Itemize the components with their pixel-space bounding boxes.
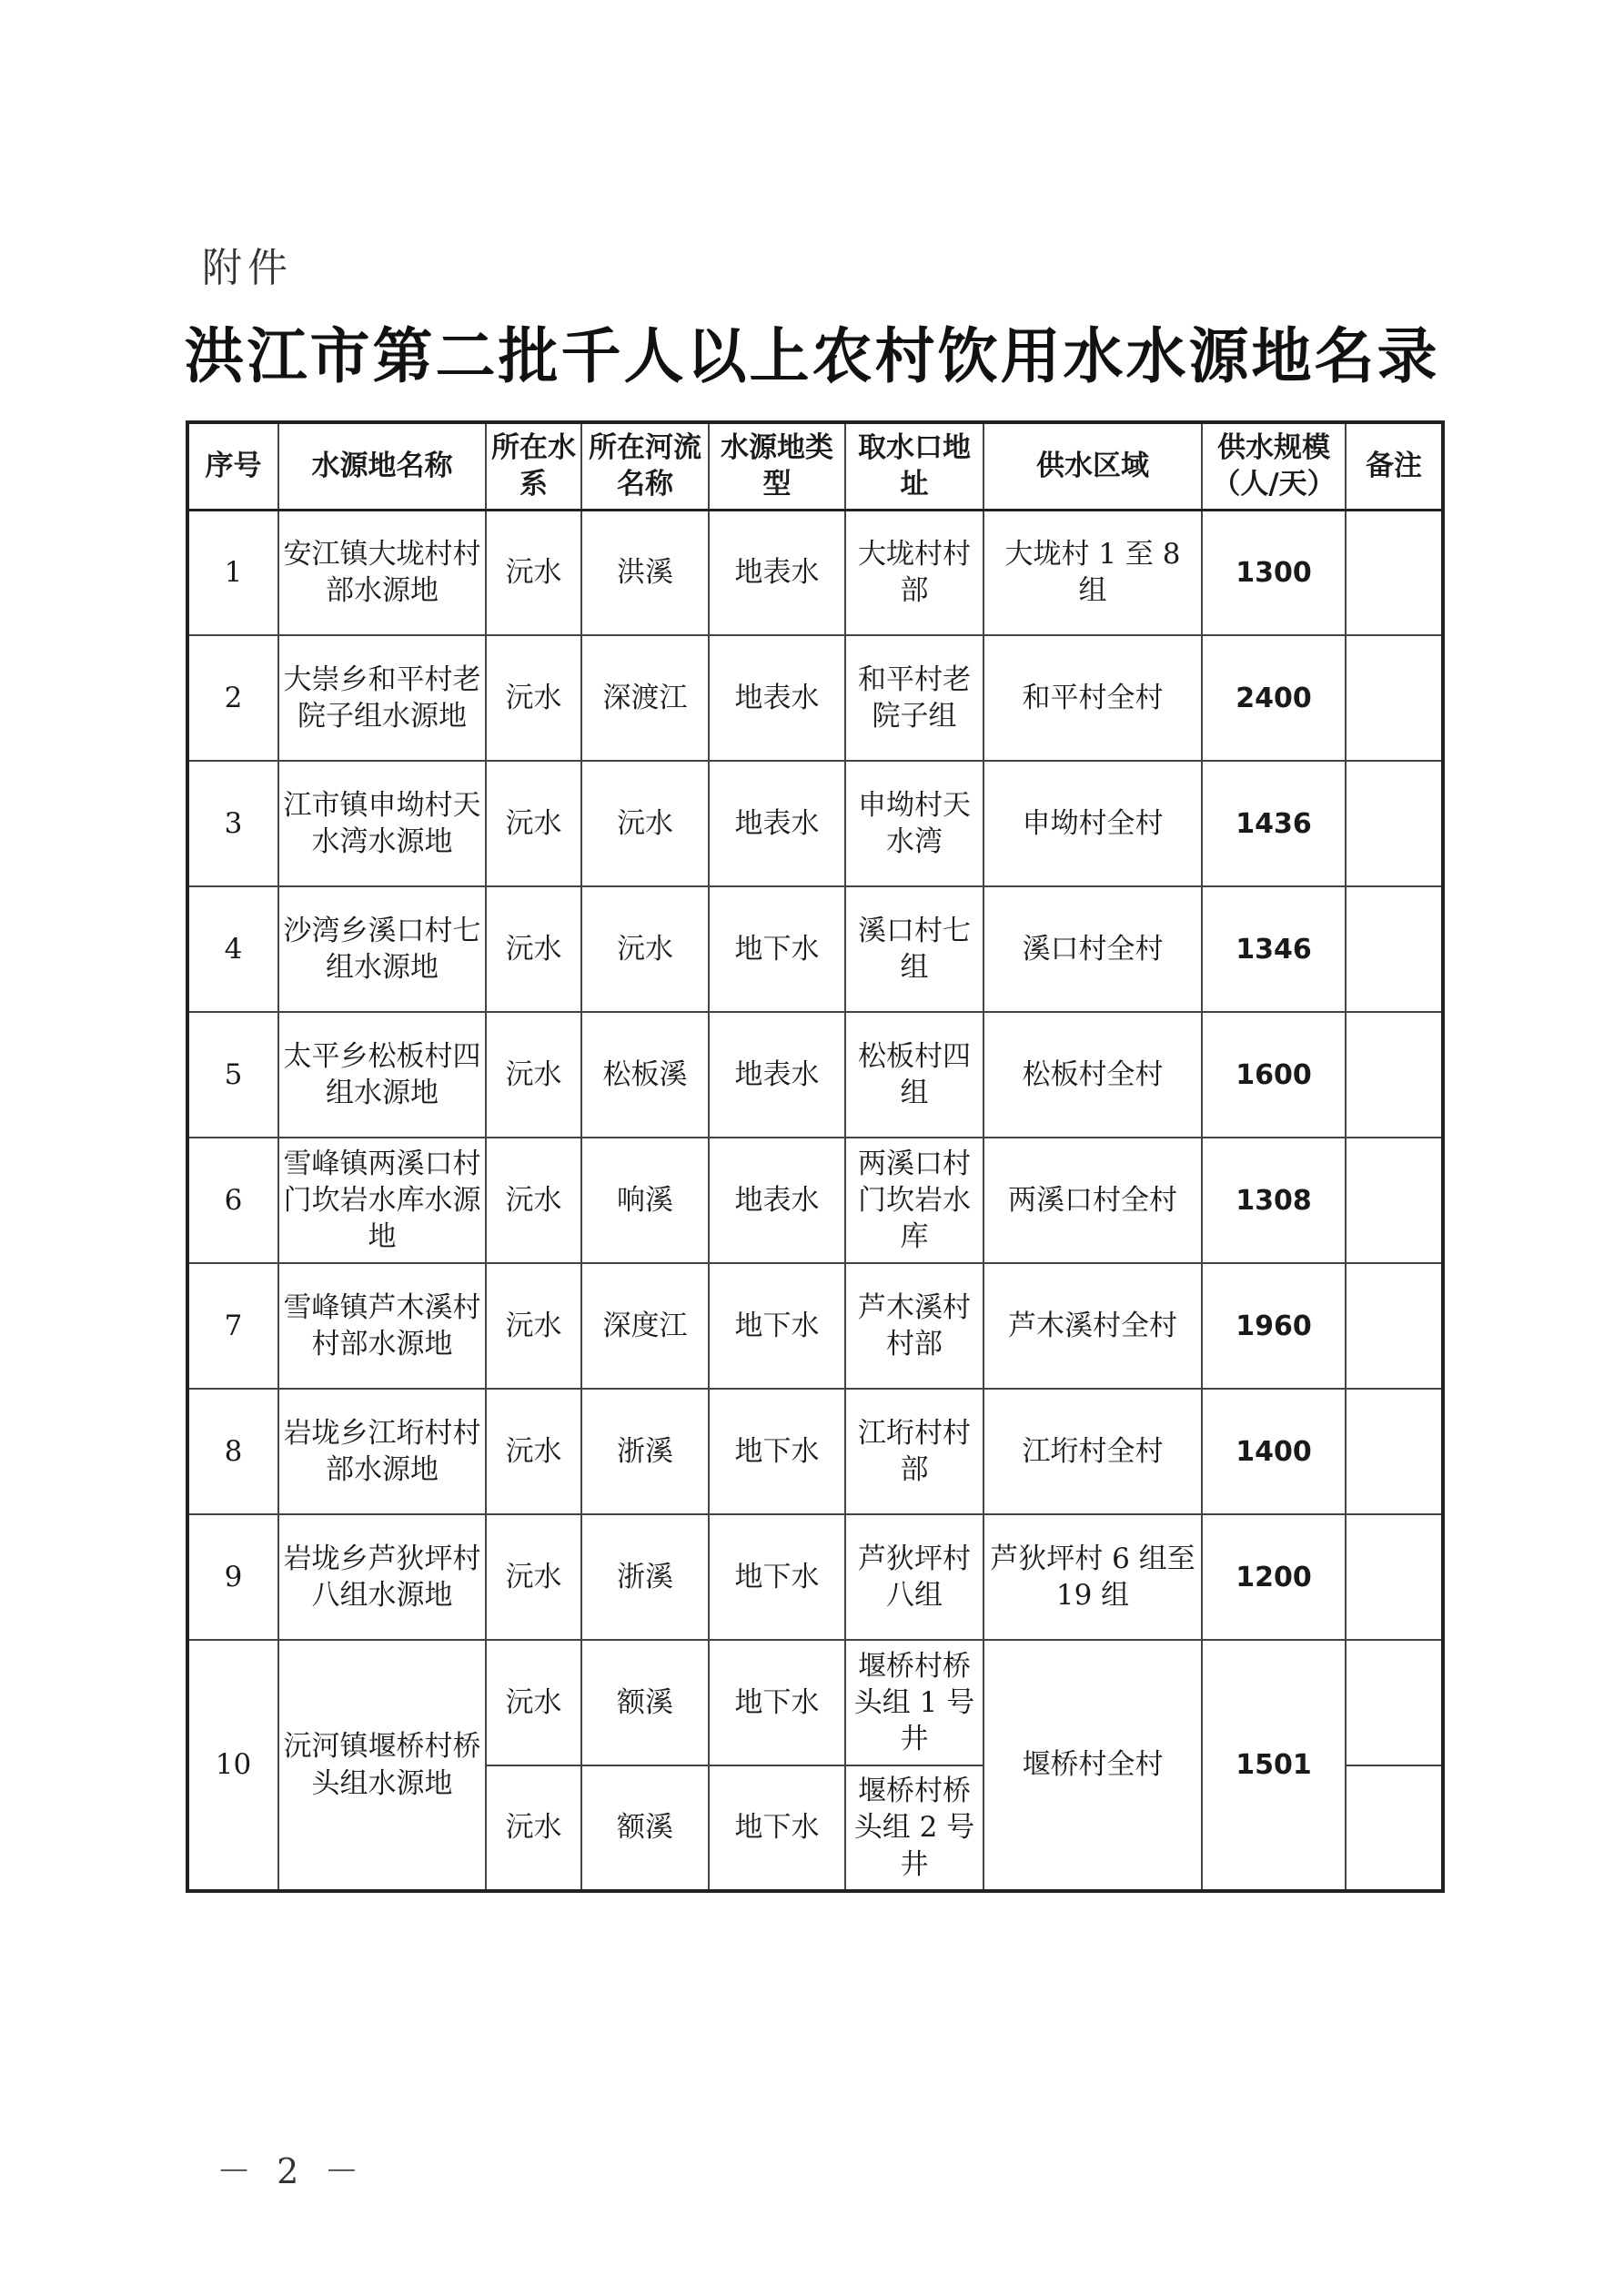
cell-area: 芦木溪村全村 xyxy=(983,1263,1202,1389)
table-row xyxy=(187,510,1443,635)
cell-system: 沅水 xyxy=(486,1389,581,1514)
table-header-row xyxy=(187,422,1443,510)
cell-system: 沅水 xyxy=(486,1765,581,1891)
cell-system: 沅水 xyxy=(486,1514,581,1640)
attachment-label: 附件 xyxy=(202,245,293,291)
table-row xyxy=(187,761,1443,886)
cell-river: 深度江 xyxy=(581,1263,709,1389)
cell-remark xyxy=(1346,635,1443,761)
cell-system: 沅水 xyxy=(486,761,581,886)
cell-system: 沅水 xyxy=(486,510,581,635)
cell-name: 沅河镇堰桥村桥头组水源地 xyxy=(278,1640,486,1891)
cell-intake: 松板村四组 xyxy=(845,1012,983,1138)
cell-intake: 江垳村村部 xyxy=(845,1389,983,1514)
cell-river: 浙溪 xyxy=(581,1514,709,1640)
cell-remark xyxy=(1346,1389,1443,1514)
cell-area: 申坳村全村 xyxy=(983,761,1202,886)
cell-system: 沅水 xyxy=(486,1263,581,1389)
cell-no: 8 xyxy=(187,1389,278,1514)
cell-area: 和平村全村 xyxy=(983,635,1202,761)
cell-type: 地表水 xyxy=(709,1012,845,1138)
header-river: 所在河流名称 xyxy=(581,422,709,510)
cell-scale: 1600 xyxy=(1202,1012,1346,1138)
cell-system: 沅水 xyxy=(486,886,581,1012)
cell-remark xyxy=(1346,1138,1443,1263)
cell-area: 江垳村全村 xyxy=(983,1389,1202,1514)
cell-river: 松板溪 xyxy=(581,1012,709,1138)
cell-name: 雪峰镇芦木溪村村部水源地 xyxy=(278,1263,486,1389)
water-source-table xyxy=(186,420,1445,1893)
cell-river: 沅水 xyxy=(581,761,709,886)
cell-system: 沅水 xyxy=(486,635,581,761)
cell-name: 安江镇大垅村村部水源地 xyxy=(278,510,486,635)
cell-scale: 2400 xyxy=(1202,635,1346,761)
table-row xyxy=(187,1514,1443,1640)
cell-type: 地表水 xyxy=(709,761,845,886)
cell-no: 3 xyxy=(187,761,278,886)
cell-scale: 1200 xyxy=(1202,1514,1346,1640)
header-type: 水源地类型 xyxy=(709,422,845,510)
table-row xyxy=(187,1263,1443,1389)
page-number: － 2 － xyxy=(217,2151,367,2191)
cell-type: 地下水 xyxy=(709,1263,845,1389)
cell-type: 地下水 xyxy=(709,1389,845,1514)
cell-intake: 大垅村村部 xyxy=(845,510,983,635)
table-row xyxy=(187,635,1443,761)
cell-intake: 和平村老院子组 xyxy=(845,635,983,761)
cell-system: 沅水 xyxy=(486,1138,581,1263)
cell-no: 6 xyxy=(187,1138,278,1263)
header-remark: 备注 xyxy=(1346,422,1443,510)
cell-system: 沅水 xyxy=(486,1012,581,1138)
cell-river: 洪溪 xyxy=(581,510,709,635)
cell-no: 4 xyxy=(187,886,278,1012)
cell-type: 地表水 xyxy=(709,635,845,761)
cell-river: 浙溪 xyxy=(581,1389,709,1514)
cell-type: 地下水 xyxy=(709,1640,845,1765)
cell-intake: 芦木溪村村部 xyxy=(845,1263,983,1389)
cell-intake: 堰桥村桥头组 2 号井 xyxy=(845,1765,983,1891)
cell-area: 大垅村 1 至 8 组 xyxy=(983,510,1202,635)
table-row xyxy=(187,1640,1443,1765)
table-body xyxy=(187,510,1443,1891)
cell-name: 雪峰镇两溪口村门坎岩水库水源地 xyxy=(278,1138,486,1263)
cell-intake: 溪口村七组 xyxy=(845,886,983,1012)
cell-no: 5 xyxy=(187,1012,278,1138)
cell-river: 响溪 xyxy=(581,1138,709,1263)
cell-scale: 1300 xyxy=(1202,510,1346,635)
cell-scale: 1346 xyxy=(1202,886,1346,1012)
cell-name: 太平乡松板村四组水源地 xyxy=(278,1012,486,1138)
cell-area: 溪口村全村 xyxy=(983,886,1202,1012)
cell-remark xyxy=(1346,510,1443,635)
cell-scale: 1400 xyxy=(1202,1389,1346,1514)
cell-remark xyxy=(1346,1514,1443,1640)
cell-river: 额溪 xyxy=(581,1765,709,1891)
cell-intake: 两溪口村门坎岩水库 xyxy=(845,1138,983,1263)
cell-name: 岩垅乡江垳村村部水源地 xyxy=(278,1389,486,1514)
cell-remark xyxy=(1346,1765,1443,1891)
cell-type: 地表水 xyxy=(709,1138,845,1263)
cell-river: 额溪 xyxy=(581,1640,709,1765)
cell-name: 大崇乡和平村老院子组水源地 xyxy=(278,635,486,761)
table-row xyxy=(187,1138,1443,1263)
cell-area: 芦狄坪村 6 组至 19 组 xyxy=(983,1514,1202,1640)
cell-river: 深渡江 xyxy=(581,635,709,761)
cell-remark xyxy=(1346,1640,1443,1765)
cell-no: 10 xyxy=(187,1640,278,1891)
cell-scale: 1501 xyxy=(1202,1640,1346,1891)
header-area: 供水区域 xyxy=(983,422,1202,510)
cell-intake: 申坳村天水湾 xyxy=(845,761,983,886)
cell-no: 9 xyxy=(187,1514,278,1640)
cell-type: 地下水 xyxy=(709,886,845,1012)
cell-remark xyxy=(1346,761,1443,886)
cell-river: 沅水 xyxy=(581,886,709,1012)
cell-remark xyxy=(1346,1012,1443,1138)
cell-no: 1 xyxy=(187,510,278,635)
header-system: 所在水系 xyxy=(486,422,581,510)
header-scale: 供水规模（人/天） xyxy=(1202,422,1346,510)
table-row xyxy=(187,1389,1443,1514)
cell-system: 沅水 xyxy=(486,1640,581,1765)
cell-type: 地表水 xyxy=(709,510,845,635)
cell-scale: 1960 xyxy=(1202,1263,1346,1389)
cell-no: 2 xyxy=(187,635,278,761)
cell-remark xyxy=(1346,1263,1443,1389)
cell-area: 松板村全村 xyxy=(983,1012,1202,1138)
table-row xyxy=(187,886,1443,1012)
cell-intake: 堰桥村桥头组 1 号井 xyxy=(845,1640,983,1765)
header-name: 水源地名称 xyxy=(278,422,486,510)
cell-area: 两溪口村全村 xyxy=(983,1138,1202,1263)
cell-area: 堰桥村全村 xyxy=(983,1640,1202,1891)
cell-type: 地下水 xyxy=(709,1765,845,1891)
header-no: 序号 xyxy=(187,422,278,510)
cell-remark xyxy=(1346,886,1443,1012)
cell-no: 7 xyxy=(187,1263,278,1389)
cell-type: 地下水 xyxy=(709,1514,845,1640)
cell-intake: 芦狄坪村八组 xyxy=(845,1514,983,1640)
table-row xyxy=(187,1012,1443,1138)
cell-name: 岩垅乡芦狄坪村八组水源地 xyxy=(278,1514,486,1640)
cell-scale: 1436 xyxy=(1202,761,1346,886)
cell-name: 江市镇申坳村天水湾水源地 xyxy=(278,761,486,886)
document-title: 洪江市第二批千人以上农村饮用水水源地名录 xyxy=(184,321,1440,391)
water-source-table-container xyxy=(186,420,1441,1891)
header-intake: 取水口地址 xyxy=(845,422,983,510)
cell-name: 沙湾乡溪口村七组水源地 xyxy=(278,886,486,1012)
cell-scale: 1308 xyxy=(1202,1138,1346,1263)
